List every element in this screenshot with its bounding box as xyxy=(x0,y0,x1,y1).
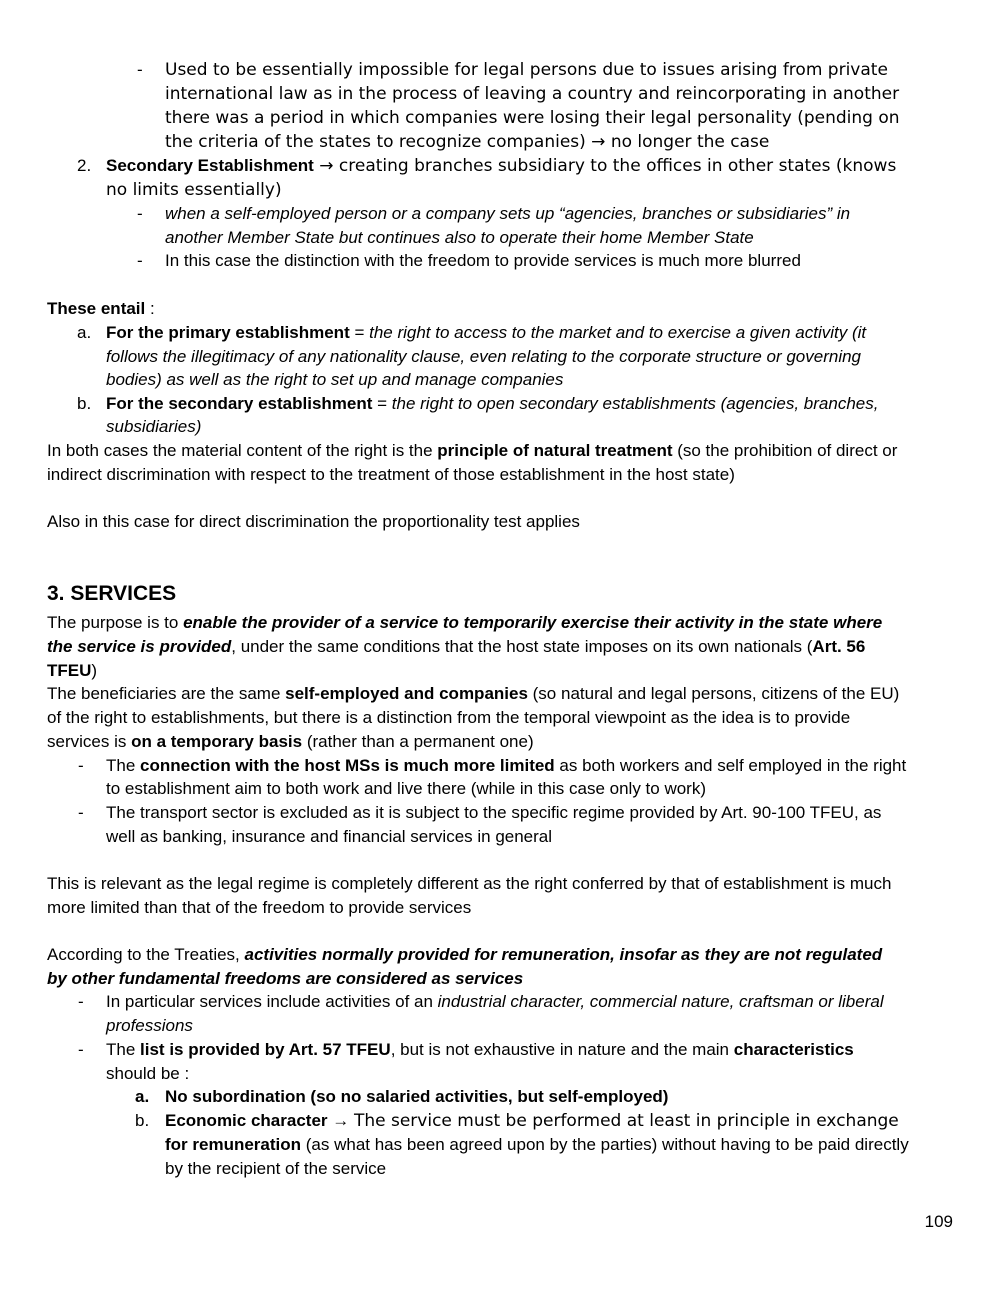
dash-marker: - xyxy=(137,204,143,223)
dash-marker: - xyxy=(137,60,143,79)
text-span: (so the prohibition of direct or xyxy=(672,441,898,460)
italic-text: industrial character, commercial nature, craftsman or liberal xyxy=(437,992,884,1011)
bold-text: Art. 56 xyxy=(812,637,866,656)
text-line: well as banking, insurance and financial services in general xyxy=(106,827,553,846)
text-line: This is relevant as the legal regime is completely different as the right conferred by that of establishment is much xyxy=(47,874,892,893)
text-line: Also in this case for direct discrimination the proportionality test applies xyxy=(47,512,580,531)
bold-text: For the secondary establishment xyxy=(106,394,373,413)
text-line: more limited than that of the freedom to provide services xyxy=(47,898,472,917)
text-line: No subordination (so no salaried activities, but self-employed) xyxy=(165,1087,669,1106)
text-span: → xyxy=(327,1111,354,1130)
text-span: In both cases the material content of the right is the xyxy=(47,441,438,460)
dash-marker: - xyxy=(78,1040,84,1059)
italic-text: the right to open secondary establishments (agencies, branches, xyxy=(391,394,879,413)
bold-italic-text: the service is provided xyxy=(47,637,232,656)
text-line: of the right to establishments, but there is a distinction from the temporal viewpoint as the idea is to provide xyxy=(47,708,851,727)
text-line: to establishment aim to both work and live there (while in this case only to work) xyxy=(106,779,706,798)
bold-text: for remuneration xyxy=(165,1135,302,1154)
bold-italic-text: by other fundamental freedoms are considered as services xyxy=(47,969,524,988)
text-span: (as what has been agreed upon by the parties) without having to be paid directly xyxy=(301,1135,909,1154)
list-number: 2. xyxy=(77,156,92,175)
text-line xyxy=(165,1109,899,1133)
text-line xyxy=(106,368,563,392)
text-line xyxy=(47,967,523,991)
text-line xyxy=(47,682,899,706)
text-line: The transport sector is excluded as it is subject to the specific regime provided by Art. 90-100 TFEU, as xyxy=(106,803,882,822)
text-span: (so natural and legal persons, citizens of the EU) xyxy=(527,684,900,703)
dash-marker: - xyxy=(137,251,143,270)
text-line: indirect discrimination with respect to the treatment of those establishment in the host state) xyxy=(47,465,735,484)
text-line xyxy=(165,226,754,250)
text-span: ) xyxy=(91,661,98,680)
text-line xyxy=(106,345,861,369)
text-line: Used to be essentially impossible for legal persons due to issues arising from private xyxy=(165,60,888,80)
text-span: In particular services include activities of an xyxy=(106,992,438,1011)
bold-text: Economic character xyxy=(165,1111,328,1130)
dash-marker: - xyxy=(78,803,84,822)
text-span: : xyxy=(145,299,155,318)
dash-marker: - xyxy=(78,992,84,1011)
italic-text: bodies) as well as the right to set up and manage companies xyxy=(106,370,564,389)
bold-italic-text: activities normally provided for remuneration, insofar as they are not regulated xyxy=(244,945,883,964)
text-line xyxy=(165,1133,909,1157)
list-letter: a. xyxy=(135,1087,150,1106)
bold-text: on a temporary basis xyxy=(131,732,303,751)
bold-text: connection with the host MSs is much more limited xyxy=(140,756,555,775)
text-line: In this case the distinction with the freedom to provide services is much more blurred xyxy=(165,251,801,270)
italic-text: another Member State but continues also to operate their home Member State xyxy=(165,228,754,247)
text-line xyxy=(106,415,201,439)
text-line xyxy=(47,659,97,683)
text-span: → creating branches subsidiary to the offices in other states (knows xyxy=(313,156,897,176)
bold-text: list is provided by Art. 57 TFEU xyxy=(140,1040,391,1059)
page-number: 109 xyxy=(924,1212,953,1231)
text-line xyxy=(47,439,897,463)
text-span: , but is not exhaustive in nature and the main xyxy=(390,1040,734,1059)
text-span: as both workers and self employed in the right xyxy=(554,756,907,775)
text-line xyxy=(47,611,882,635)
text-line xyxy=(106,990,884,1014)
text-span: The purpose is to xyxy=(47,613,184,632)
text-span: (rather than a permanent one) xyxy=(302,732,534,751)
text-line xyxy=(165,202,850,226)
bold-italic-text: enable the provider of a service to temporarily exercise their activity in the state where xyxy=(183,613,883,632)
text-span: The beneficiaries are the same xyxy=(47,684,286,703)
text-line xyxy=(106,1038,854,1062)
text-line xyxy=(106,321,866,345)
italic-text: when a self-employed person or a company sets up “agencies, branches or subsidiaries” in xyxy=(165,204,851,223)
italic-text: subsidiaries) xyxy=(106,417,202,436)
text-span: The xyxy=(106,756,141,775)
list-letter: b. xyxy=(135,1111,150,1130)
italic-text: professions xyxy=(106,1016,193,1035)
bold-text: For the primary establishment xyxy=(106,323,350,342)
text-line xyxy=(47,730,534,754)
bold-text: principle of natural treatment xyxy=(437,441,673,460)
dash-marker: - xyxy=(78,756,84,775)
bold-text: These entail xyxy=(47,299,146,318)
text-span: , under the same conditions that the host state imposes on its own nationals ( xyxy=(231,637,813,656)
text-line xyxy=(47,943,882,967)
list-letter: b. xyxy=(77,394,92,413)
text-line xyxy=(106,154,896,178)
text-span: services is xyxy=(47,732,132,751)
text-line: the criteria of the states to recognize companies) → no longer the case xyxy=(165,132,770,152)
text-line: should be : xyxy=(106,1064,190,1083)
italic-text: follows the illegitimacy of any nationality clause, even relating to the corporate structure or governing xyxy=(106,347,862,366)
text-line xyxy=(106,1014,193,1038)
term-secondary-establishment: Secondary Establishment xyxy=(106,156,314,175)
bold-text: TFEU xyxy=(47,661,92,680)
text-line: no limits essentially) xyxy=(106,180,282,200)
text-line: there was a period in which companies were losing their legal personality (pending on xyxy=(165,108,900,128)
text-span: = xyxy=(349,323,370,342)
text-line: international law as in the process of leaving a country and reincorporating in another xyxy=(165,84,900,104)
text-line: by the recipient of the service xyxy=(165,1159,387,1178)
text-span: According to the Treaties, xyxy=(47,945,245,964)
italic-text: the right to access to the market and to exercise a given activity (it xyxy=(369,323,867,342)
bold-text: characteristics xyxy=(733,1040,854,1059)
text-span: The xyxy=(106,1040,141,1059)
section-heading: 3. SERVICES xyxy=(47,582,177,605)
text-span: The service must be performed at least in principle in exchange xyxy=(353,1111,899,1131)
bold-text: self-employed and companies xyxy=(285,684,528,703)
text-span: = xyxy=(372,394,392,413)
text-line xyxy=(47,635,865,659)
text-line xyxy=(106,392,878,416)
text-line xyxy=(47,297,155,321)
list-letter: a. xyxy=(77,323,92,342)
text-line xyxy=(106,754,906,778)
